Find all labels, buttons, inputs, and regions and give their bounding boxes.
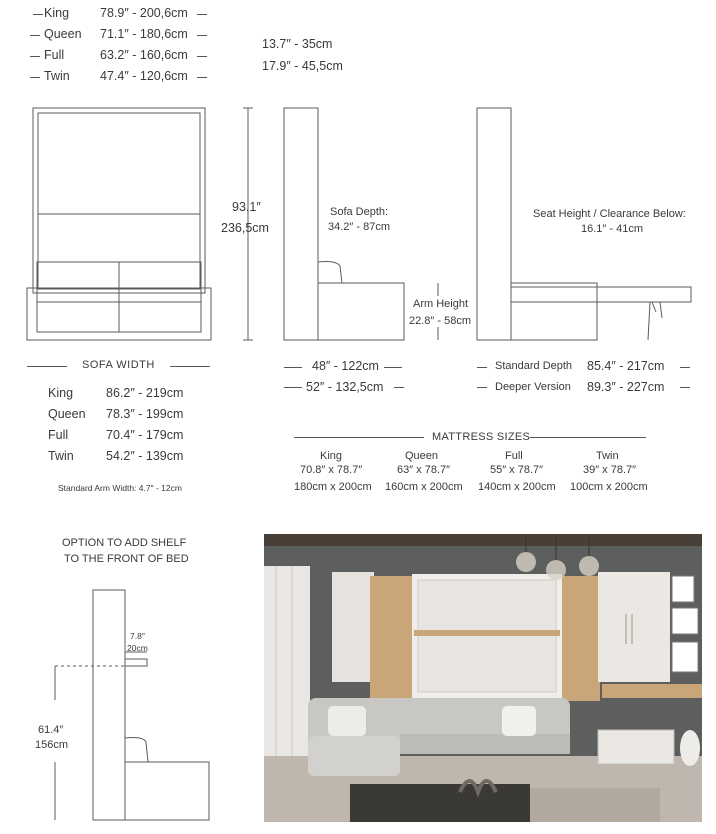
room-photo (264, 534, 702, 822)
sofa-size-label: Full (48, 428, 69, 442)
bed-size-label: Full (44, 48, 65, 62)
dash (284, 367, 302, 368)
side-depth-standard: 48″ - 122cm (312, 359, 379, 373)
dash (170, 366, 210, 367)
dash (680, 387, 690, 388)
arm-width-note: Standard Arm Width: 4.7″ - 12cm (58, 483, 182, 493)
sofa-size-label: Twin (48, 449, 74, 463)
seat-height-value: 16.1″ - 41cm (581, 223, 643, 235)
cabinet-depth-deep: 17.9″ - 45,5cm (262, 59, 343, 73)
open-depth-label: Standard Depth (495, 360, 573, 372)
arm-height-label: Arm Height (413, 298, 469, 310)
mattress-cm: 100cm x 200cm (570, 481, 648, 493)
bed-size-label: King (44, 6, 70, 20)
mattress-cm: 160cm x 200cm (385, 481, 463, 493)
sofa-width-value: 78.3″ - 199cm (106, 407, 184, 421)
bed-size-label: Queen (44, 27, 82, 41)
front-elevation-drawing (27, 108, 211, 340)
mattress-title: MATTRESS SIZES (432, 431, 531, 443)
side-depth-deeper: 52″ - 132,5cm (306, 380, 384, 394)
sofa-size-label: Queen (48, 407, 86, 421)
bed-size-label: Twin (44, 69, 70, 83)
dash (27, 366, 67, 367)
dash (530, 437, 646, 438)
dash (384, 367, 402, 368)
mattress-name: Full (505, 450, 523, 462)
bed-width-value: 63.2″ - 160,6cm (100, 48, 188, 62)
seat-height-label: Seat Height / Clearance Below: (533, 208, 686, 220)
dash (284, 387, 302, 388)
shelf-option-line2: TO THE FRONT OF BED (64, 553, 189, 565)
mattress-name: Twin (596, 450, 619, 462)
sofa-width-title: SOFA WIDTH (82, 359, 155, 371)
sofa-width-value: 54.2″ - 139cm (106, 449, 184, 463)
open-depth-label: Deeper Version (495, 381, 571, 393)
mattress-inches: 63″ x 78.7″ (397, 464, 451, 476)
sofa-depth-value: 34.2″ - 87cm (328, 221, 390, 233)
open-depth-value: 85.4″ - 217cm (587, 359, 665, 373)
dash (477, 367, 487, 368)
bed-width-value: 71.1″ - 180,6cm (100, 27, 188, 41)
mattress-inches: 39″ x 78.7″ (583, 464, 637, 476)
arm-height-value: 22.8″ - 58cm (409, 315, 471, 327)
height-inches: 93.1″ (232, 200, 261, 214)
mattress-cm: 140cm x 200cm (478, 481, 556, 493)
sofa-size-label: King (48, 386, 74, 400)
dash (477, 387, 487, 388)
shelf-depth-cm: 20cm (127, 643, 148, 653)
shelf-height-inches: 61.4″ (38, 724, 64, 736)
shelf-option-drawing (55, 590, 209, 820)
height-cm: 236,5cm (221, 221, 269, 235)
mattress-name: Queen (405, 450, 439, 462)
cabinet-depth-standard: 13.7″ - 35cm (262, 37, 333, 51)
mattress-inches: 55″ x 78.7″ (490, 464, 544, 476)
mattress-inches: 70.8″ x 78.7″ (300, 464, 363, 476)
sofa-width-value: 86.2″ - 219cm (106, 386, 184, 400)
bed-width-value: 78.9″ - 200,6cm (100, 6, 188, 20)
shelf-depth-inches: 7.8″ (130, 631, 145, 641)
sofa-width-value: 70.4″ - 179cm (106, 428, 184, 442)
dash (394, 387, 404, 388)
mattress-name: King (320, 450, 343, 462)
sofa-depth-label: Sofa Depth: (330, 206, 389, 218)
open-depth-value: 89.3″ - 227cm (587, 380, 665, 394)
dash (680, 367, 690, 368)
mattress-cm: 180cm x 200cm (294, 481, 372, 493)
dash (294, 437, 424, 438)
shelf-height-cm: 156cm (35, 739, 69, 751)
bed-width-value: 47.4″ - 120,6cm (100, 69, 188, 83)
shelf-option-line1: OPTION TO ADD SHELF (62, 537, 187, 549)
